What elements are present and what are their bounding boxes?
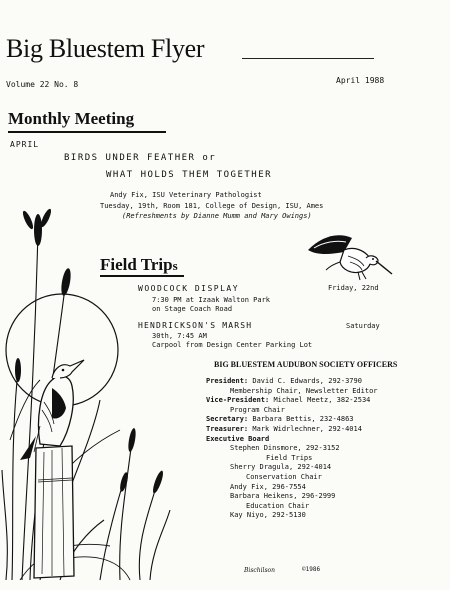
board-member-name: Barbara Heikens, 296-2999 (230, 492, 336, 501)
trip-details-line2: on Stage Coach Road (152, 305, 233, 313)
newsletter-title: Big Bluestem Flyer (6, 34, 205, 63)
meeting-details: Tuesday, 19th, Room 181, College of Design, ISU, Ames (100, 202, 324, 210)
board-member-role: Field Trips (266, 453, 313, 462)
artist-signature: Bischilson (244, 567, 276, 574)
meeting-speaker: Andy Fix, ISU Veterinary Pathologist (110, 191, 262, 199)
issue-date: April 1988 (336, 76, 385, 85)
officer-label: President: (206, 377, 249, 385)
monthly-meeting-rule (8, 131, 166, 133)
board-member-name: Sherry Dragula, 292-4014 (230, 463, 332, 472)
officer-role: Program Chair (230, 405, 285, 414)
officer-line (206, 396, 446, 406)
trip-day: Saturday (346, 322, 380, 330)
meeting-month: APRIL (10, 140, 40, 149)
field-trips-heading-main: Field Trip (100, 255, 173, 274)
officer-name: Michael Meetz, 382-2534 (273, 396, 371, 405)
officers-section (206, 360, 446, 521)
volume-number: Volume 22 No. 8 (6, 80, 79, 89)
board-member-name: Kay Niyo, 292-5130 (230, 511, 306, 520)
board-label-text: Executive Board (206, 434, 270, 443)
trip-details-line1: 30th, 7:45 AM (152, 332, 207, 340)
officers-heading: BIG BLUESTEM AUDUBON SOCIETY OFFICERS (214, 360, 398, 369)
officer-label: Treasurer: (206, 424, 249, 433)
field-trips-heading-suffix: s (172, 258, 178, 273)
officer-line (206, 377, 446, 387)
trip-details-line2: Carpool from Design Center Parking Lot (152, 341, 313, 349)
board-member-name: Andy Fix, 296-7554 (230, 482, 306, 491)
trip-name: WOODCOCK DISPLAY (138, 284, 240, 293)
officer-name: Mark Widrlechner, 292-4014 (252, 424, 362, 433)
meeting-refreshments: (Refreshments by Dianne Mumm and Mary Owings) (122, 212, 312, 220)
officer-line (206, 425, 446, 435)
artist-year: ©1986 (302, 566, 321, 573)
trip-day: Friday, 22nd (328, 284, 379, 292)
trip-details-line1: 7:30 PM at Izaak Walton Park (152, 296, 271, 304)
officer-label: Secretary: (206, 415, 249, 424)
masthead-rule (242, 58, 374, 59)
officer-role: Membership Chair, Newsletter Editor (230, 386, 378, 395)
trip-name: HENDRICKSON'S MARSH (138, 321, 253, 330)
officer-label: Vice-President: (206, 396, 270, 405)
officer-line (206, 415, 446, 425)
monthly-meeting-heading: Monthly Meeting (8, 109, 135, 128)
meadowlark-illustration-icon (0, 190, 175, 580)
woodcock-illustration-icon (300, 228, 395, 286)
talk-title-line1: BIRDS UNDER FEATHER or (64, 153, 217, 163)
officer-name: Barbara Bettis, 232-4863 (252, 415, 354, 424)
board-member-name: Stephen Dinsmore, 292-3152 (230, 444, 340, 453)
officer-name: David C. Edwards, 292-3790 (252, 377, 362, 385)
board-member-role: Conservation Chair (246, 472, 322, 481)
board-member-role: Education Chair (246, 501, 310, 510)
talk-title-line2: WHAT HOLDS THEM TOGETHER (106, 170, 273, 180)
board-label (206, 435, 446, 445)
